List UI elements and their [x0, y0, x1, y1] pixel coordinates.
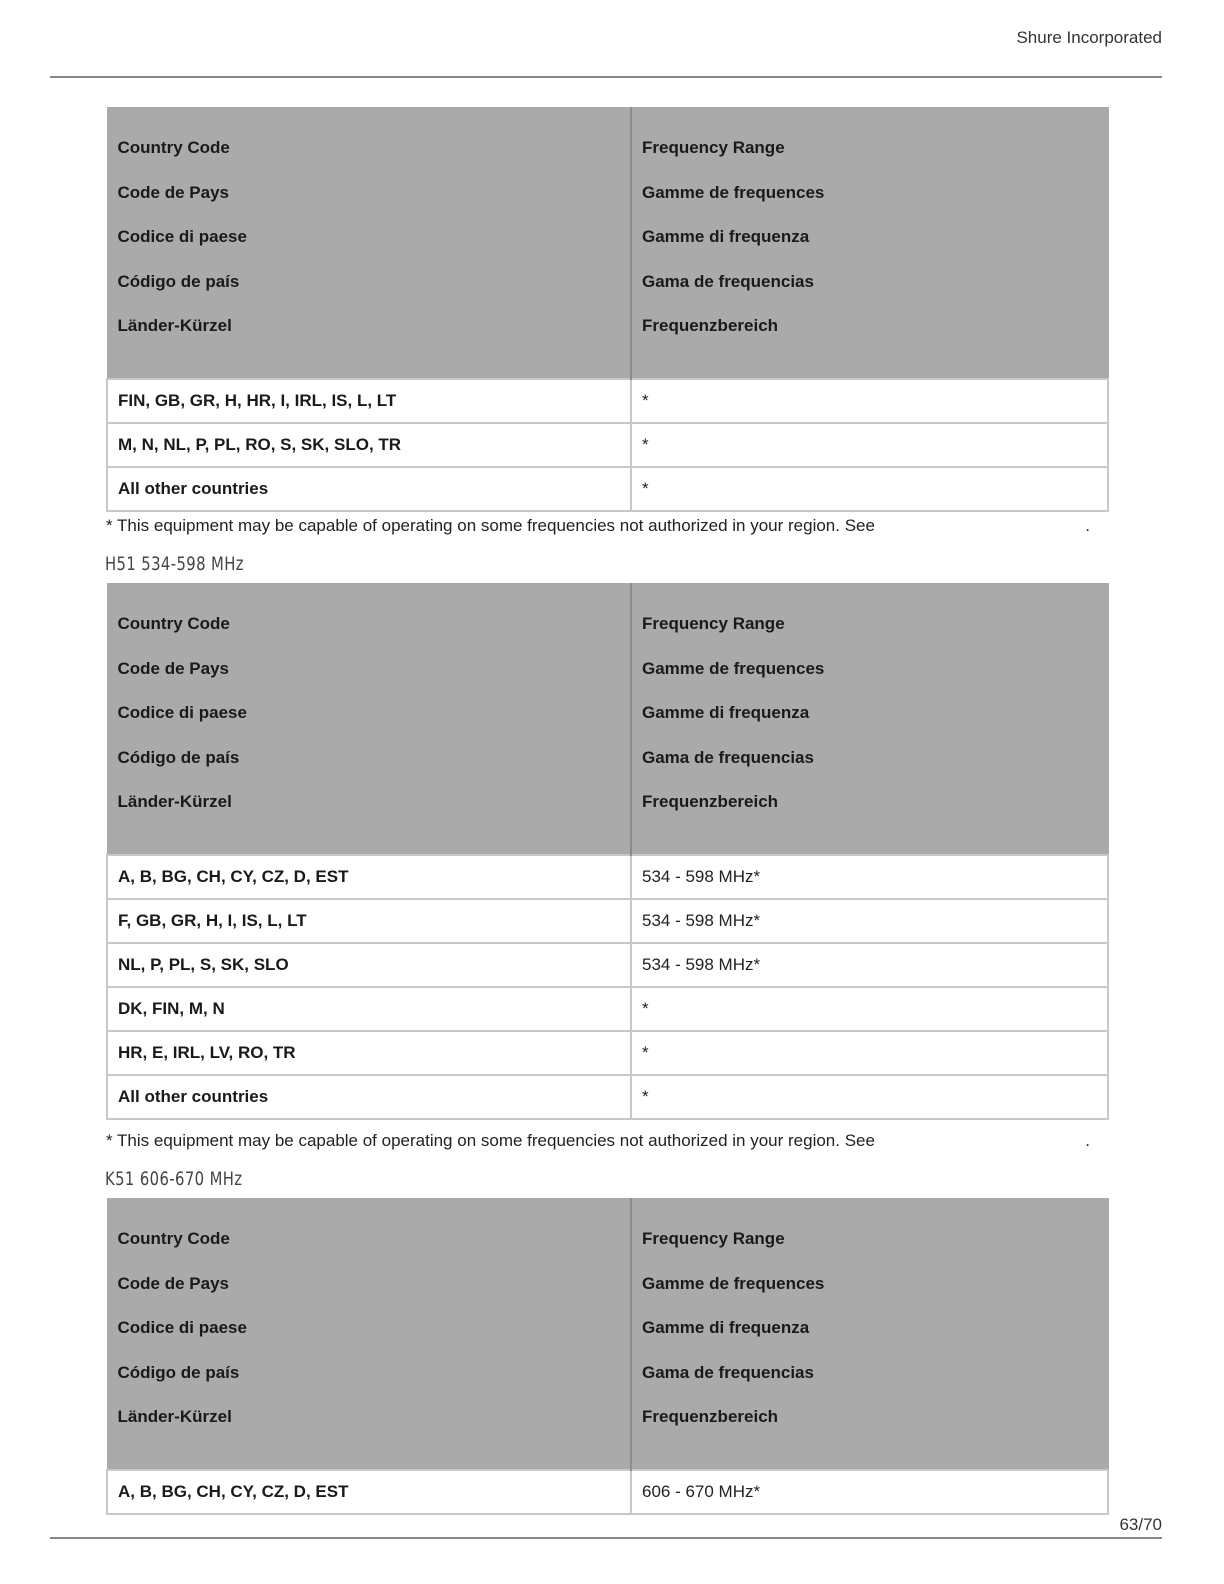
frequency-range-cell: 534 - 598 MHz* — [631, 943, 1108, 987]
frequency-range-header — [631, 583, 1108, 855]
header-label-en: Frequency Range — [642, 614, 785, 633]
country-codes-cell: DK, FIN, M, N — [107, 987, 631, 1031]
footnote-end: . — [1085, 1131, 1090, 1150]
page-number: 63/70 — [1119, 1515, 1162, 1534]
band-title-k51: K51 606-670 MHz — [105, 1168, 243, 1190]
header-label-fr: Code de Pays — [117, 1273, 229, 1293]
frequency-range-cell: * — [631, 379, 1108, 423]
header-label-en: Country Code — [117, 138, 230, 157]
table-row — [107, 943, 1108, 987]
frequency-range-cell: 534 - 598 MHz* — [631, 855, 1108, 899]
country-codes-cell: A, B, BG, CH, CY, CZ, D, EST — [107, 855, 631, 899]
frequency-table-h51 — [106, 583, 1109, 1120]
frequency-table-k51 — [106, 1198, 1109, 1515]
header-label-en: Frequency Range — [642, 1229, 785, 1248]
header-label-es: Código de país — [117, 747, 240, 767]
footer-divider — [50, 1537, 1162, 1539]
header-divider — [50, 76, 1162, 78]
header-label-de: Länder-Kürzel — [117, 1407, 232, 1427]
header-label-en: Country Code — [117, 1229, 230, 1248]
header-label-de: Länder-Kürzel — [117, 792, 232, 812]
country-codes-cell: FIN, GB, GR, H, HR, I, IRL, IS, L, LT — [107, 379, 631, 423]
header-label-de: Frequenzbereich — [642, 316, 779, 336]
header-label-de: Frequenzbereich — [642, 792, 779, 812]
table-row — [107, 1470, 1108, 1514]
footnote-text: * This equipment may be capable of operating on some frequencies not authorized in your region. See — [106, 1131, 875, 1150]
table-header-row — [107, 1198, 1108, 1470]
frequency-range-cell: * — [631, 467, 1108, 511]
header-label-fr: Gamme de frequences — [642, 658, 825, 678]
table-header-row — [107, 583, 1108, 855]
header-label-es: Gama de frequencias — [642, 271, 814, 291]
header-label-es: Gama de frequencias — [642, 1362, 814, 1382]
footnote-text: * This equipment may be capable of operating on some frequencies not authorized in your region. See — [106, 516, 875, 535]
frequency-range-cell: * — [631, 987, 1108, 1031]
frequency-range-cell: 606 - 670 MHz* — [631, 1470, 1108, 1514]
header-label-es: Código de país — [117, 1362, 240, 1382]
frequency-range-header — [631, 1198, 1108, 1470]
company-name: Shure Incorporated — [1016, 28, 1162, 47]
header-label-de: Länder-Kürzel — [117, 316, 232, 336]
header-label-it: Codice di paese — [117, 703, 247, 723]
country-codes-cell: A, B, BG, CH, CY, CZ, D, EST — [107, 1470, 631, 1514]
header-label-en: Country Code — [117, 614, 230, 633]
table-row — [107, 423, 1108, 467]
country-codes-cell: F, GB, GR, H, I, IS, L, LT — [107, 899, 631, 943]
frequency-range-cell: * — [631, 423, 1108, 467]
band-title-h51: H51 534-598 MHz — [105, 553, 244, 575]
footnote — [106, 1131, 1096, 1151]
frequency-range-cell: * — [631, 1031, 1108, 1075]
header-label-it: Gamme di frequenza — [642, 1318, 810, 1338]
header-label-fr: Code de Pays — [117, 182, 229, 202]
header-label-it: Gamme di frequenza — [642, 227, 810, 247]
country-code-header — [107, 583, 631, 855]
header-label-es: Código de país — [117, 271, 240, 291]
header-label-it: Codice di paese — [117, 1318, 247, 1338]
footnote — [106, 516, 1096, 536]
table-row — [107, 1075, 1108, 1119]
footnote-end: . — [1085, 516, 1090, 535]
country-code-header — [107, 107, 631, 379]
table-row — [107, 855, 1108, 899]
country-codes-cell: NL, P, PL, S, SK, SLO — [107, 943, 631, 987]
header-label-de: Frequenzbereich — [642, 1407, 779, 1427]
country-codes-cell: All other countries — [107, 1075, 631, 1119]
table-row — [107, 899, 1108, 943]
country-codes-cell: All other countries — [107, 467, 631, 511]
table-row — [107, 379, 1108, 423]
table-header-row — [107, 107, 1108, 379]
frequency-range-header — [631, 107, 1108, 379]
table-row — [107, 987, 1108, 1031]
frequency-range-cell: 534 - 598 MHz* — [631, 899, 1108, 943]
country-codes-cell: M, N, NL, P, PL, RO, S, SK, SLO, TR — [107, 423, 631, 467]
header-label-it: Codice di paese — [117, 227, 247, 247]
header-label-es: Gama de frequencias — [642, 747, 814, 767]
frequency-range-cell: * — [631, 1075, 1108, 1119]
header-label-fr: Gamme de frequences — [642, 1273, 825, 1293]
table-row — [107, 467, 1108, 511]
header-label-en: Frequency Range — [642, 138, 785, 157]
header-label-it: Gamme di frequenza — [642, 703, 810, 723]
country-code-header — [107, 1198, 631, 1470]
header-label-fr: Code de Pays — [117, 658, 229, 678]
table-row — [107, 1031, 1108, 1075]
frequency-table-continued — [106, 107, 1109, 512]
header-label-fr: Gamme de frequences — [642, 182, 825, 202]
country-codes-cell: HR, E, IRL, LV, RO, TR — [107, 1031, 631, 1075]
